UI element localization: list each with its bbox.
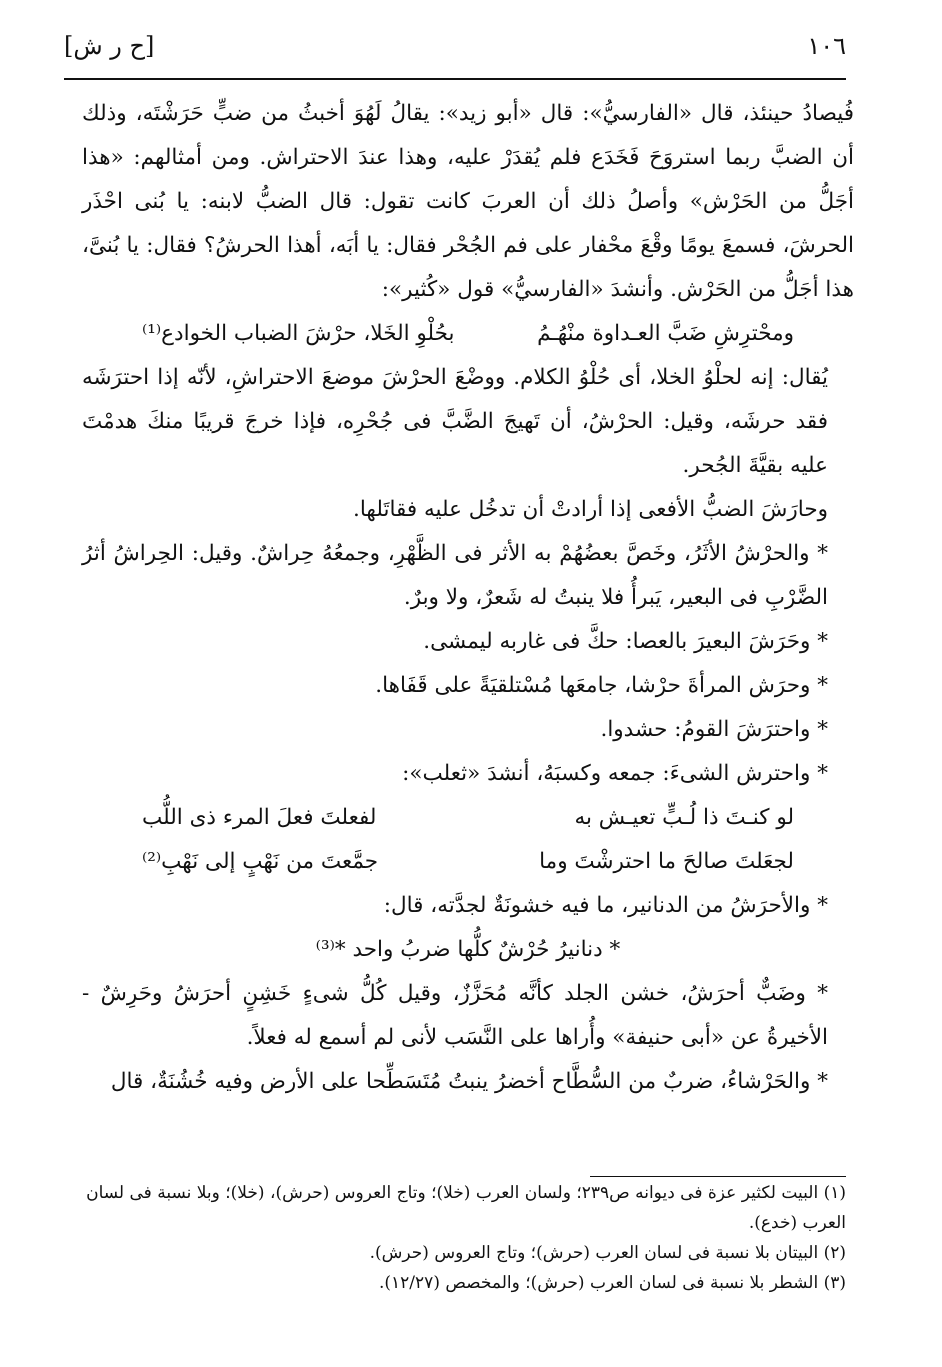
footnote-1: (١) البيت لكثير عزة فى ديوانه ص٢٣٩؛ ولسان العرب (خلا)؛ وتاج العروس (حرش)، (خلا)؛ وبلا نسبة فى لسان العرب (خدع). <box>86 1183 846 1233</box>
paragraph-6: * وحرَش المرأةَ حرْشا، جامعَها مُسْتلقيَةً على قَفَاها. <box>375 673 828 698</box>
verse-hemistich-right: ومحْترِشِ ضَبَّ العـداوة منْهُـمُ <box>537 321 794 346</box>
verse-hemistich-left: جمَّعتَ من نَهْبٍ إلى نَهْبِ⁽²⁾ <box>142 849 379 874</box>
paragraph-7: * واحترَشَ القومُ: حشدوا. <box>600 717 828 742</box>
paragraph-10: * وضَبٌّ أحرَشُ، خشن الجلد كأنَّه مُحَزَّزٌ، وقيل كُلُّ شىءٍ خَشِنٍ أحرَشُ وحَرِشٌ - الأخيرةُ عن «أبى حنيفة» وأُراها على النَّسَب لأنى لم أسمع له فعلاً. <box>82 981 828 1050</box>
verse-hemistich-left: لفعلتَ فعلَ المرء ذى اللُّب <box>142 805 377 830</box>
verse-hemistich-left: بحُلْوِ الخَلا، حرْشَ الضباب الخوادع⁽¹⁾ <box>142 321 455 346</box>
paragraph-8: * واحترش الشىءَ: جمعه وكسبَهُ، أنشدَ «ثعلب»: <box>402 761 828 786</box>
page-number: ١٠٦ <box>807 32 846 60</box>
paragraph-2: يُقال: إنه لحلْوُ الخلا، أى حُلْوُ الكلام. ووضْعَ الحرْشَ موضعَ الاحتراشِ، لأنّه إذا احترَشَه فقد حرشَه، وقيل: الحرْشُ، أن تَهيجَ الضَّبَّ فى جُحْرِه، فإذا خرجَ قريبًا منكَ هدمْتَ عليه بقيَّةَ الجُحر. <box>82 365 828 478</box>
footnote-3: (٣) الشطر بلا نسبة فى لسان العرب (حرش)؛ والمخصص (١٢/٢٧). <box>379 1273 846 1293</box>
paragraph-3: وحارَشَ الضبُّ الأفعى إذا أرادتْ أن تدخُل عليه فقاتَلها. <box>353 497 828 522</box>
verse-hemistich-right: لجعَلتَ صالحَ ما احترشْتَ وما <box>539 849 794 874</box>
verse-thalab-1 <box>82 796 854 840</box>
footnote-divider <box>590 1176 846 1177</box>
header-divider <box>64 78 846 80</box>
verse-thalab-2 <box>82 840 854 884</box>
paragraph-4: * والحرْشُ الأثَرُ، وخَصَّ بعضُهُمْ به الأثر فى الظَّهْرِ، وجمعُهُ حِراشٌ. وقيل: الحِراشُ أثرُ الضَّرْبِ فى البعير، يَبرأُ فلا ينبتُ له شَعرٌ، ولا وبرٌ. <box>82 541 828 610</box>
verse-hemistich-right: لو كنـتَ ذا لُـبٍّ تعيـش به <box>574 805 794 830</box>
paragraph-5: * وحَرَشَ البعيرَ بالعصا: حكَّ فى غاربه ليمشى. <box>423 629 828 654</box>
verse-kuthayyir <box>82 312 854 356</box>
root-reference: [ح ر ش] <box>64 32 155 60</box>
footnotes <box>82 1178 846 1298</box>
page-header <box>64 26 846 82</box>
paragraph-1: فُيصادُ حينئذ، قال «الفارسيُّ»: قال «أبو زيد»: يقالُ لَهُوَ أخبثُ من ضبٍّ حَرَشْتَه، وذلك أن الضبَّ ربما استروَحَ فَخَدَع فلم يُقدَرْ عليه، وهذا عندَ الاحتراش. ومن أمثالهم: «هذا أجَلُّ من الحَرْش» وأصلُ ذلك أن العربَ كانت تقول: قال الضبُّ لابنه: يا بُنى احْذَر الحرشَ، فسمعَ يومًا وقْعَ محْفار على فم الجُحْر فقال: يا أبَه، أهذا الحرشُ؟ فقال: يا بُنىَّ، هذا أجَلُّ من الحَرْش. وأنشدَ «الفارسيُّ» قول «كُثير»: <box>82 101 854 302</box>
paragraph-11: * والحَرْشاءُ، ضربٌ من السُّطَّاح أخضرُ ينبتُ مُتَسَطِّحا على الأرض وفيه خُشُنَةٌ، قال <box>110 1069 828 1094</box>
footnote-2: (٢) البيتان بلا نسبة فى لسان العرب (حرش)؛ وتاج العروس (حرش). <box>369 1243 846 1263</box>
verse-hemistich-single: * دنانيرُ حُرْشٌ كلُّها ضربُ واحد *⁽³⁾ <box>315 937 621 962</box>
main-text <box>82 92 854 1104</box>
paragraph-9: * والأحرَشُ من الدنانير، ما فيه خشونَةٌ لجدَّته، قال: <box>383 893 828 918</box>
